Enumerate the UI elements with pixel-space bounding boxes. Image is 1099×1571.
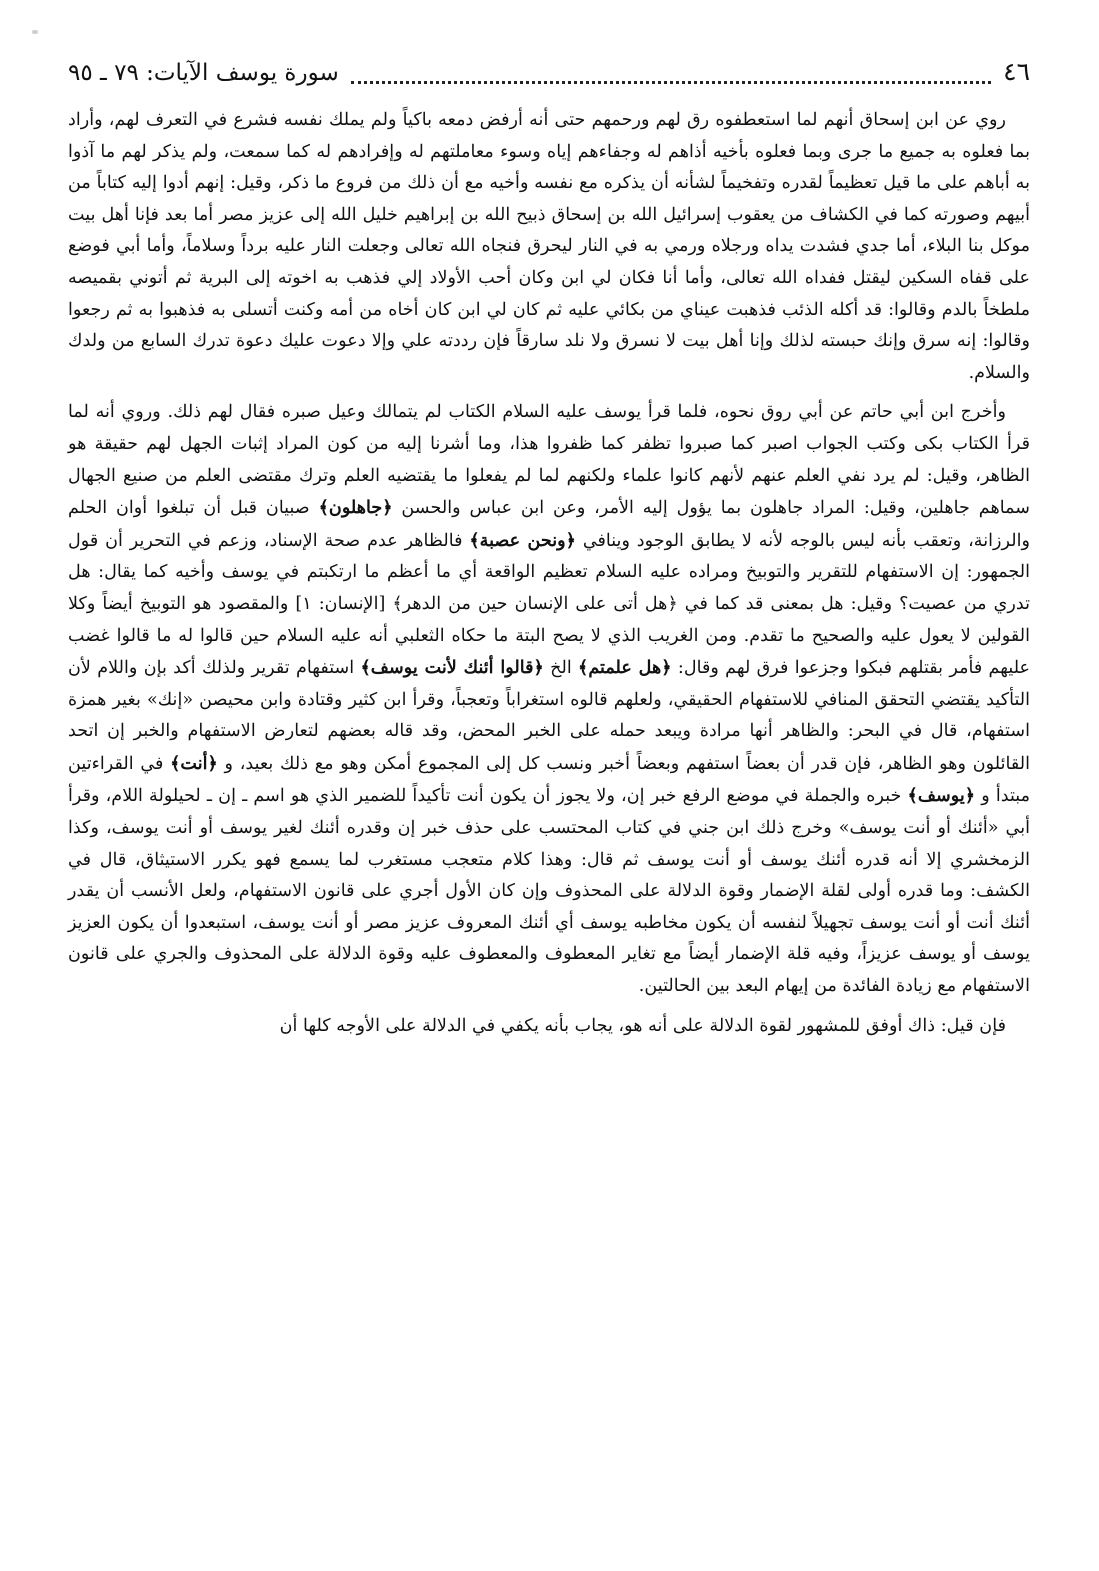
quran-quote: ﴿ونحن عصبة﴾: [469, 529, 576, 551]
text-segment: استفهام تقرير ولذلك أكد بإن واللام لأن التأكيد يقتضي التحقق المنافي للاستفهام الحقيقي، ولعلهم قالوه استغراباً وتعجباً، وقرأ ابن كثير وقتادة وابن محيصن «إنك» بغير همزة استفهام، قال في البحر: والظاهر أنها مرادة ويبعد حمله على الخبر المحض، وقد قاله بعضهم لتعارض الاستفهام والخبر إن اتحد القائلون وهو الظاهر، فإن قدر أن بعضاً استفهم وبعضاً أخبر ونسب كل إلى المجموع أمكن وهو مع ذلك بعيد، و: [68, 658, 1030, 774]
book-page: [68, 52, 1030, 1552]
paragraph: [68, 1011, 1030, 1043]
quran-quote: ﴿قالوا أئنك لأنت يوسف﴾: [360, 657, 544, 679]
text-segment: وأخرج ابن أبي حاتم عن أبي روق نحوه، فلما قرأ يوسف عليه السلام الكتاب لم يتمالك وعيل صبره فقال لهم ذلك. وروي أنه لما قرأ الكتاب بكى وكتب الجواب اصبر كما صبروا تظفر كما ظفروا هذا، وما أشرنا إليه من كون المراد إثبات الجهل لهم حقيقة هو الظاهر، وقيل: لم يرد نفي العلم عنهم لأنهم كانوا علماء ولكنهم لما لم يفعلوا ما يقتضيه العلم وترك مقتضى العلم من صنيع الجهال سماهم جاهلين، وقيل: المراد جاهلون بما يؤول إليه الأمر، وعن ابن عباس والحسن: [68, 402, 1030, 519]
page-body: [68, 105, 1030, 1042]
quran-quote: ﴿هل علمتم﴾: [578, 657, 672, 679]
quran-quote: ﴿أنت﴾: [170, 752, 218, 774]
quran-quote: ﴿يوسف﴾: [907, 785, 976, 807]
text-segment: فالظاهر عدم صحة الإسناد، وزعم في التحرير أن قول الجمهور: إن الاستفهام للتقرير والتوبيخ ومراده عليه السلام تعظيم الواقعة أي ما أعظم ما ارتكبتم في يوسف وأخيه كما يقال: هل تدري من عصيت؟ وقيل: هل بمعنى قد كما في: [68, 530, 1031, 614]
paragraph: [68, 397, 1030, 1002]
text-segment: [الإنسان: ١] والمقصود هو التوبيخ أيضاً وكلا القولين لا يعول عليه والصحيح ما تقدم. ومن الغريب الذي لا يصح البتة ما حكاه الثعلبي أنه عليه السلام حين قالوا له ما قالوا غضب عليهم فأمر بقتلهم فبكوا وجزعوا فرق لهم وقال:: [68, 593, 1031, 679]
text-segment: روي عن ابن إسحاق أنهم لما استعطفوه رق لهم ورحمهم حتى أنه أرفض دمعه باكياً ولم يملك نفسه فشرع في التعرف لهم، وأراد بما فعلوه به جميع ما جرى وبما فعلوه بأخيه أذاهم له وجفاءهم إياه وسوء معاملتهم له وإفرادهم له كما سمعت، ولم يذكر لهم ما آذوا به أباهم على ما قيل تعظيماً لقدره وتفخيماً لشأنه أن يذكره مع نفسه وأخيه مع أن ذلك من فروع ما ذكر، وقيل: إنهم أدوا إليه كتاباً من أبيهم وصورته كما في الكشاف من يعقوب إسرائيل الله بن إسحاق ذبيح الله بن إبراهيم خليل الله إلى عزيز مصر أما بعد فإنا أهل بيت موكل بنا البلاء، أما جدي فشدت يداه ورجلاه ورمي به في النار ليحرق فنجاه الله تعالى وجعلت النار عليه برداً وسلاماً، وأما أبي فوضع على قفاه السكين ليقتل ففداه الله تعالى، وأما أنا فكان لي ابن وكان أحب الأولاد إلي فذهب به اخوته إلى البرية ثم أتوني بقميصه ملطخاً بالدم وقالوا: قد أكله الذئب فذهبت عيناي من بكائي عليه ثم كان لي ابن كان أخاه من أمه وكنت أتسلى به فذهبوا به ثم رجعوا وقالوا: إنه سرق وإنك حبسته لذلك وإنا أهل بيت لا نسرق ولا نلد سارقاً فإن رددته علي وإلا دعوت عليك دعوة تدرك السابع من ولدك والسلام.: [68, 110, 1030, 383]
text-segment: خبره والجملة في موضع الرفع خبر إن، ولا يجوز أن يكون أنت تأكيداً للضمير الذي هو اسم ـ إن ـ لحيلولة اللام، وقرأ أبي «أئنك أو أنت يوسف» وخرج ذلك ابن جني في كتاب المحتسب على حذف خبر إن وقدره أئنك لغير يوسف أو أنت يوسف، وكذا الزمخشري إلا أنه قدره أئنك يوسف أو أنت يوسف ثم قال: وهذا كلام متعجب مستغرب لما يسمع فهو يكرر الاستيثاق، قال في الكشف: وما قدره أولى لقلة الإضمار وقوة الدلالة على المحذوف وإن كان الأول أجري على قانون الاستفهام، ولعل الأنسب أن يقدر أئنك أنت أو أنت يوسف تجهيلاً لنفسه أن يكون مخاطبه يوسف أي أئنك المعروف عزيز مصر أو أنت يوسف، استبعدوا أن يكون العزيز يوسف أو يوسف عزيزاً، وفيه قلة الإضمار أيضاً مع تغاير المعطوف والمعطوف عليه وقوة الدلالة على المحذوف والجري على قانون الاستفهام مع زيادة الفائدة من إيهام البعد بين الحالتين.: [68, 786, 1030, 997]
paragraph: [68, 105, 1030, 389]
text-segment: صبيان قبل أن تبلغوا أوان الحلم والرزانة، وتعقب بأنه ليس بالوجه لأنه لا يطابق الوجود وينافي: [68, 498, 1030, 551]
text-segment: فإن قيل: ذاك أوفق للمشهور لقوة الدلالة على أنه هو، يجاب بأنه يكفي في الدلالة على الأوجه كلها أن: [279, 1015, 1006, 1036]
running-title: سورة يوسف الآيات: ٧٩ ـ ٩٥: [68, 60, 339, 86]
text-segment: الخ: [543, 658, 579, 679]
header-dotted-leader: [351, 61, 991, 84]
text-segment: في القراءتين مبتدأ و: [68, 753, 1030, 807]
quran-quote: ﴿جاهلون﴾: [318, 497, 393, 519]
text-segment: ﴿هل أتى على الإنسان حين من الدهر﴾: [392, 593, 678, 614]
page-number: ٤٦: [1003, 57, 1030, 86]
running-header: [68, 52, 1030, 92]
scan-speck: [32, 30, 38, 34]
